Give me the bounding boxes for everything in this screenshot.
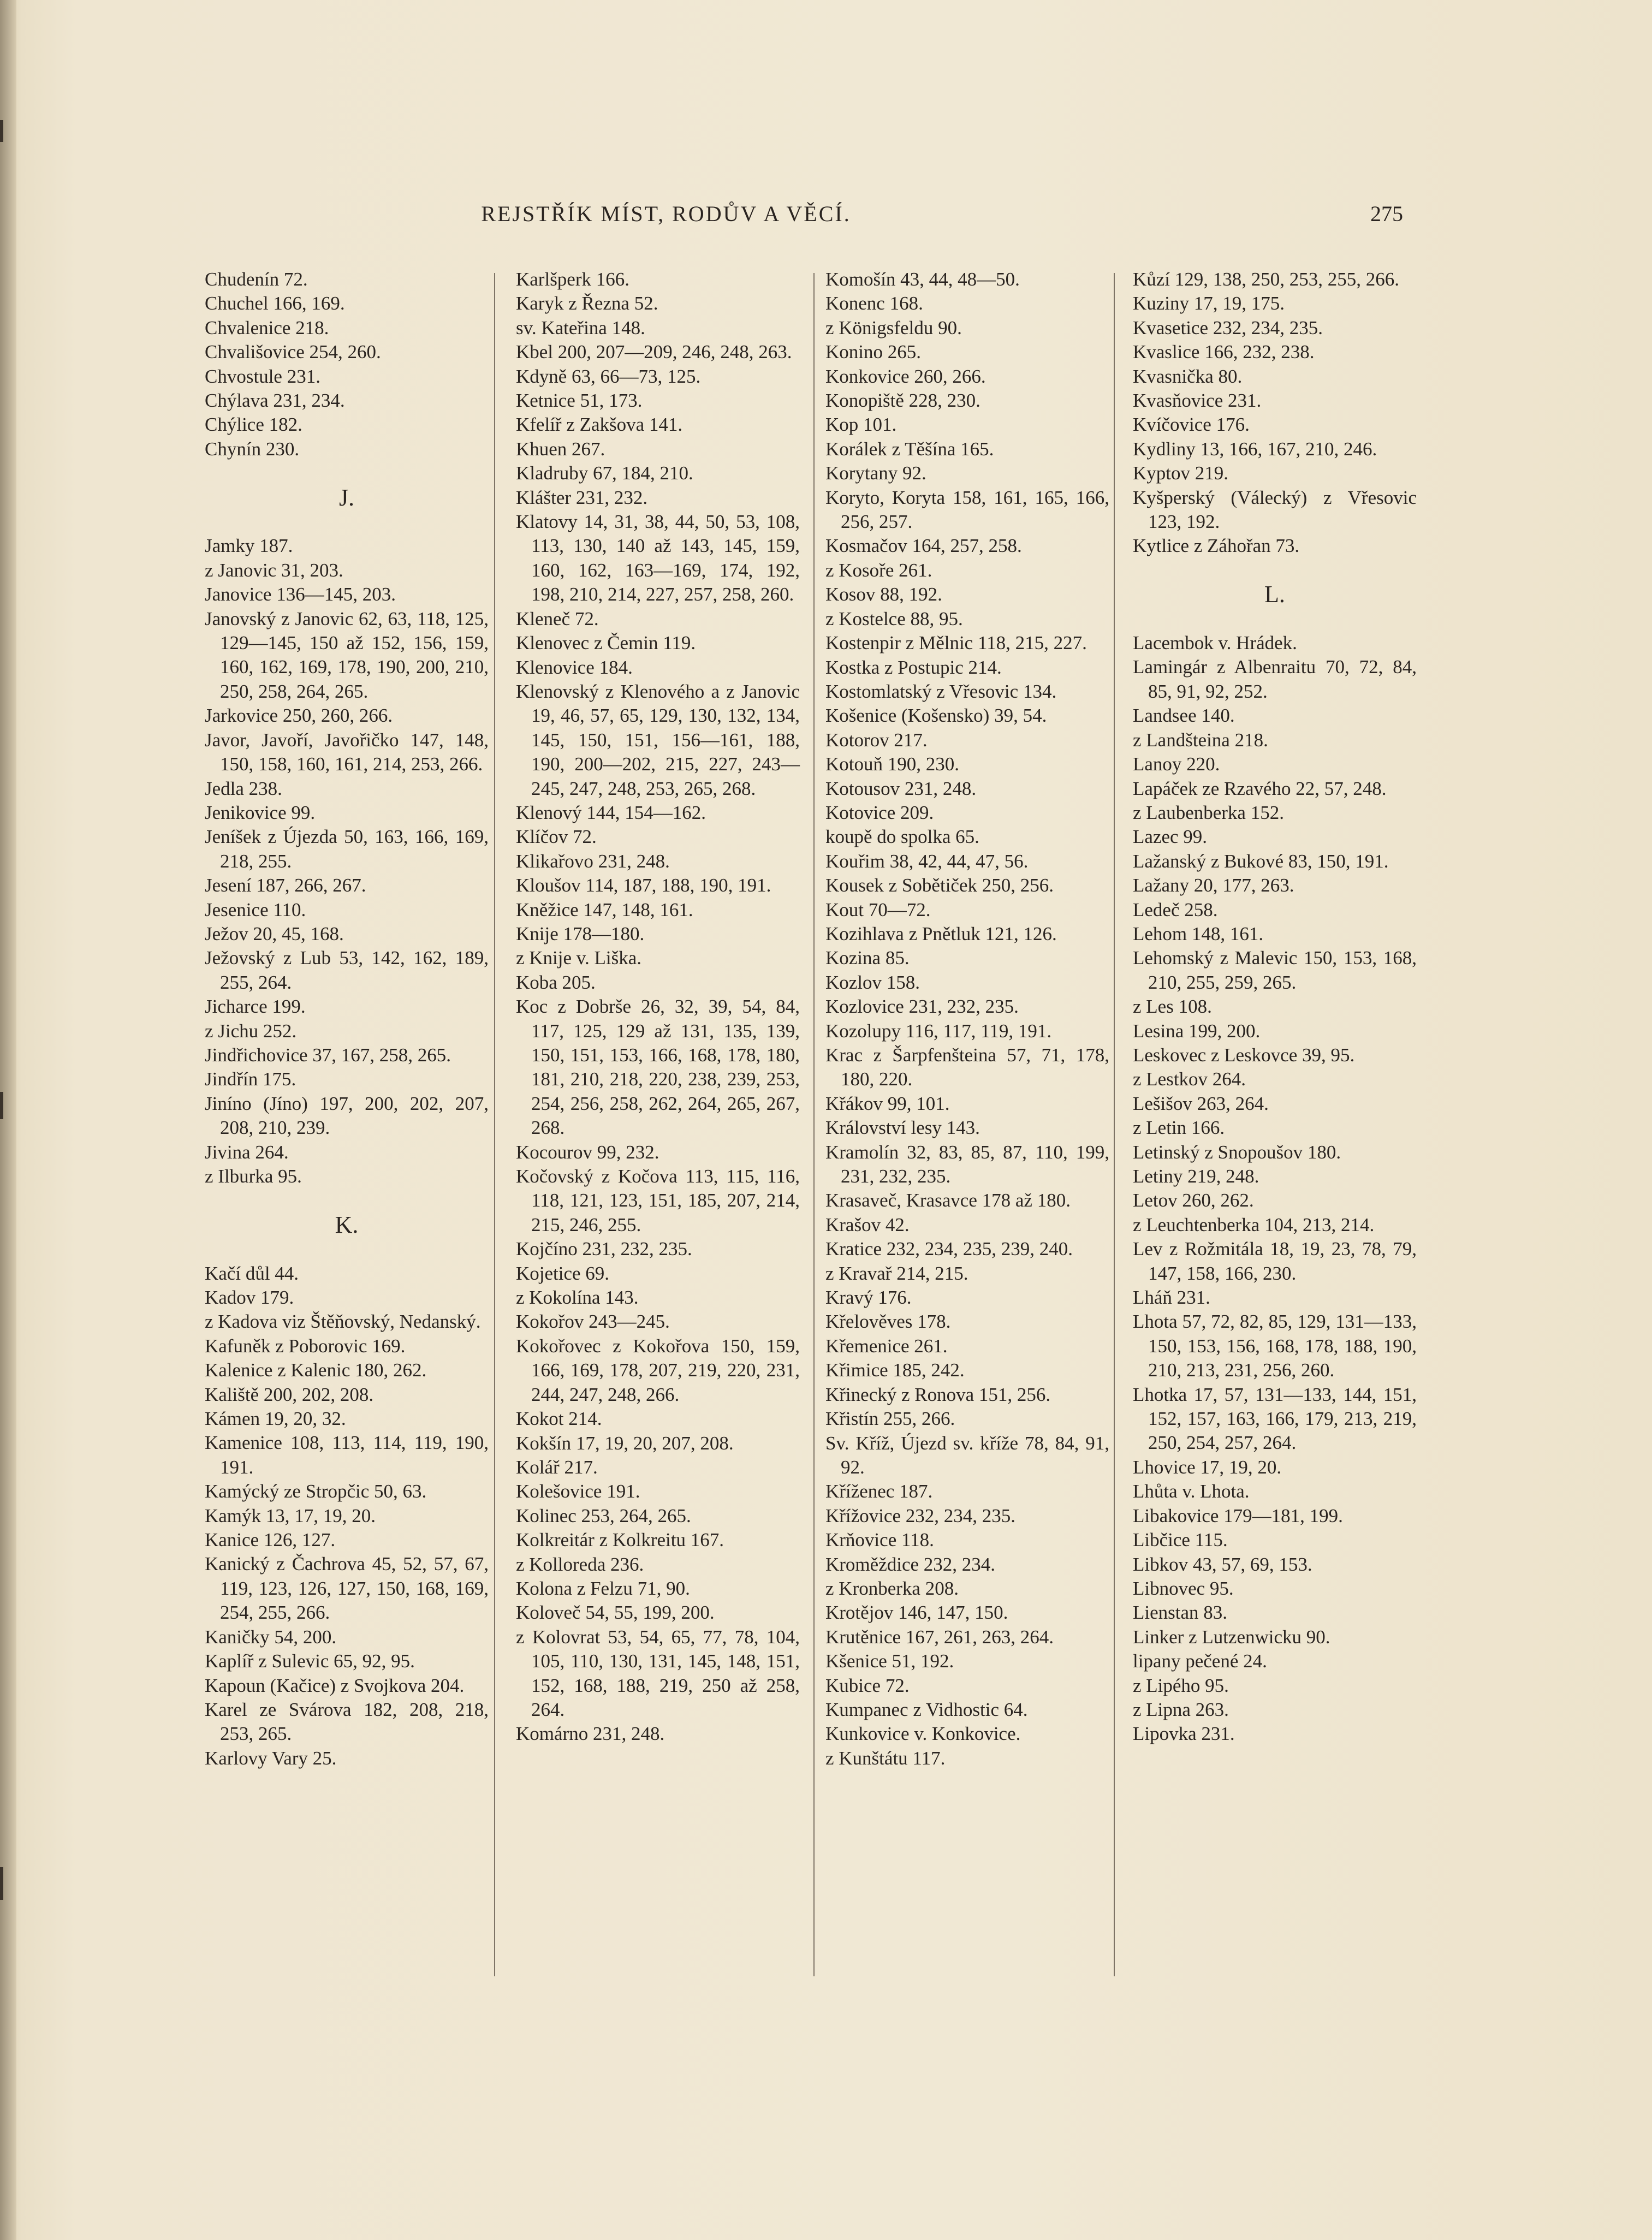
index-entry: Lehom 148, 161. bbox=[1133, 923, 1264, 944]
index-entry: Kapoun (Kačice) z Svojkova 204. bbox=[205, 1674, 465, 1696]
index-entry: Linker z Lutzenwicku 90. bbox=[1133, 1626, 1330, 1648]
index-column-2 bbox=[516, 268, 800, 1746]
index-entry: Karyk z Řezna 52. bbox=[516, 293, 658, 314]
index-entry: Kaliště 200, 202, 208. bbox=[205, 1383, 374, 1405]
index-entry: Kbel 200, 207—209, 246, 248, 263. bbox=[516, 341, 792, 363]
index-entry: Kamenice 108, 113, 114, 119, 190, 191. bbox=[205, 1432, 489, 1478]
index-entry: Klenovský z Klenového a z Janovic 19, 46, 57, 65, 129, 130, 132, 134, 145, 150, 151, 156—161, 188, 190, 200—202, 215, 227, 243—245, 247, 248, 253, 265, 268. bbox=[516, 680, 800, 799]
index-entry: Jarkovice 250, 260, 266. bbox=[205, 705, 393, 727]
index-entry: Lamingár z Albenraitu 70, 72, 84, 85, 91, 92, 252. bbox=[1133, 656, 1417, 702]
index-entry: Křistín 255, 266. bbox=[825, 1408, 955, 1430]
index-entry: Kotousov 231, 248. bbox=[825, 777, 977, 799]
index-column-3 bbox=[825, 268, 1109, 1770]
index-entry: Kvasňovice 231. bbox=[1133, 390, 1262, 412]
index-entry: Kouřim 38, 42, 44, 47, 56. bbox=[825, 850, 1029, 872]
index-entry: Kvíčovice 176. bbox=[1133, 414, 1250, 436]
index-entry: Kubice 72. bbox=[825, 1674, 910, 1696]
index-entry: Kosmačov 164, 257, 258. bbox=[825, 535, 1022, 557]
index-entry: Křížovice 232, 234, 235. bbox=[825, 1505, 1015, 1526]
index-entry: Klíčov 72. bbox=[516, 826, 597, 848]
index-entry: Leskovec z Leskovce 39, 95. bbox=[1133, 1044, 1355, 1066]
index-entry: z Kosoře 261. bbox=[825, 559, 932, 581]
index-entry: Klenovice 184. bbox=[516, 656, 633, 678]
index-column-1 bbox=[205, 268, 489, 1770]
index-entry: Krašov 42. bbox=[825, 1214, 910, 1235]
index-entry: Kfelíř z Zakšova 141. bbox=[516, 414, 683, 436]
index-entry: Chýlice 182. bbox=[205, 414, 302, 436]
index-entry: Kolešovice 191. bbox=[516, 1481, 640, 1502]
index-entry: Kněžice 147, 148, 161. bbox=[516, 899, 693, 920]
index-entry: Kroměždice 232, 234. bbox=[825, 1553, 996, 1575]
index-entry: Kozlovice 231, 232, 235. bbox=[825, 996, 1019, 1018]
index-entry: Kousek z Sobětiček 250, 256. bbox=[825, 875, 1054, 896]
index-entry: Kolkreitár z Kolkreitu 167. bbox=[516, 1529, 724, 1551]
index-entry: Letiny 219, 248. bbox=[1133, 1166, 1259, 1187]
index-entry: Khuen 267. bbox=[516, 438, 605, 460]
index-entry: Klatovy 14, 31, 38, 44, 50, 53, 108, 113, 130, 140 až 143, 145, 159, 160, 162, 163—169, 174, 192, 198, 210, 214, 227, 257, 258, 260. bbox=[516, 511, 800, 605]
index-entry: Lažany 20, 177, 263. bbox=[1133, 875, 1294, 896]
index-entry: Konkovice 260, 266. bbox=[825, 365, 986, 387]
index-entry: Kdyně 63, 66—73, 125. bbox=[516, 365, 701, 387]
index-entry: Jindřichovice 37, 167, 258, 265. bbox=[205, 1044, 451, 1066]
index-entry: z Kokolína 143. bbox=[516, 1287, 639, 1309]
index-entry: Kotovice 209. bbox=[825, 801, 934, 823]
index-entry: Lesina 199, 200. bbox=[1133, 1020, 1261, 1042]
index-entry: Kvasnička 80. bbox=[1133, 365, 1243, 387]
index-entry: Janovský z Janovic 62, 63, 118, 125, 129—145, 150 až 152, 156, 159, 160, 162, 169, 178, 190, 200, 210, 250, 258, 264, 265. bbox=[205, 608, 489, 702]
index-entry: Kačí důl 44. bbox=[205, 1262, 299, 1284]
index-entry: koupě do spolka 65. bbox=[825, 826, 979, 848]
index-entry: Lacembok v. Hrádek. bbox=[1133, 632, 1297, 654]
index-entry: lipany pečené 24. bbox=[1133, 1650, 1267, 1672]
index-entry: Křelověves 178. bbox=[825, 1311, 951, 1333]
index-entry: Lipovka 231. bbox=[1133, 1723, 1235, 1745]
index-entry: Kratice 232, 234, 235, 239, 240. bbox=[825, 1238, 1073, 1260]
index-entry: Kokšín 17, 19, 20, 207, 208. bbox=[516, 1432, 734, 1454]
index-entry: Lienstan 83. bbox=[1133, 1602, 1228, 1624]
index-entry: Jindřín 175. bbox=[205, 1068, 296, 1090]
index-entry: Lev z Rožmitála 18, 19, 23, 78, 79, 147, 158, 166, 230. bbox=[1133, 1238, 1417, 1284]
index-entry: Lháň 231. bbox=[1133, 1287, 1210, 1309]
index-entry: Janovice 136—145, 203. bbox=[205, 584, 396, 605]
margin-mark bbox=[0, 120, 3, 142]
index-entry: Kladruby 67, 184, 210. bbox=[516, 462, 693, 484]
index-entry: Kalenice z Kalenic 180, 262. bbox=[205, 1359, 427, 1381]
index-entry: Koba 205. bbox=[516, 971, 596, 993]
index-entry: Kleneč 72. bbox=[516, 608, 599, 629]
index-entry: Klášter 231, 232. bbox=[516, 486, 648, 508]
index-entry: z Lestkov 264. bbox=[1133, 1068, 1246, 1090]
index-entry: z Letin 166. bbox=[1133, 1117, 1225, 1139]
index-entry: Křemenice 261. bbox=[825, 1335, 948, 1357]
column-divider bbox=[494, 273, 495, 1976]
index-entry: z Lipého 95. bbox=[1133, 1674, 1229, 1696]
index-entry: Ježov 20, 45, 168. bbox=[205, 923, 344, 944]
index-entry: z Kostelce 88, 95. bbox=[825, 608, 963, 629]
index-entry: Kytlice z Záhořan 73. bbox=[1133, 535, 1300, 557]
index-entry: Knije 178—180. bbox=[516, 923, 645, 944]
index-entry: z Laubenberka 152. bbox=[1133, 801, 1284, 823]
index-entry: Kostenpir z Mělnic 118, 215, 227. bbox=[825, 632, 1087, 654]
page-title: REJSTŘÍK MÍST, RODŮV A VĚCÍ. bbox=[481, 201, 851, 226]
index-entry: z Kadova viz Štěňovský, Nedanský. bbox=[205, 1311, 481, 1333]
index-entry: Kvaslice 166, 232, 238. bbox=[1133, 341, 1315, 363]
index-entry: Kanice 126, 127. bbox=[205, 1529, 336, 1551]
index-entry: Kůzí 129, 138, 250, 253, 255, 266. bbox=[1133, 269, 1400, 290]
index-entry: Jesení 187, 266, 267. bbox=[205, 875, 366, 896]
margin-mark bbox=[0, 1092, 3, 1119]
index-entry: Kokot 214. bbox=[516, 1408, 602, 1430]
index-entry: Landsee 140. bbox=[1133, 705, 1235, 727]
index-entry: Letov 260, 262. bbox=[1133, 1190, 1254, 1211]
index-entry: Kout 70—72. bbox=[825, 899, 931, 920]
index-entry: z Jichu 252. bbox=[205, 1020, 297, 1042]
index-entry: Krac z Šarpfenšteina 57, 71, 178, 180, 220. bbox=[825, 1044, 1109, 1090]
index-entry: Lhovice 17, 19, 20. bbox=[1133, 1456, 1282, 1478]
index-entry: Kravý 176. bbox=[825, 1287, 912, 1309]
index-entry: Křákov 99, 101. bbox=[825, 1092, 950, 1114]
index-entry: Kokořovec z Kokořova 150, 159, 166, 169, 178, 207, 219, 220, 231, 244, 247, 248, 266. bbox=[516, 1335, 800, 1405]
index-entry: Kotouň 190, 230. bbox=[825, 753, 959, 775]
index-column-4 bbox=[1133, 268, 1417, 1746]
index-entry: Lazec 99. bbox=[1133, 826, 1208, 848]
index-entry: Lapáček ze Rzavého 22, 57, 248. bbox=[1133, 777, 1387, 799]
column-divider bbox=[813, 273, 815, 1976]
index-entry: Karel ze Svárova 182, 208, 218, 253, 265. bbox=[205, 1698, 489, 1745]
section-letter-heading: K. bbox=[335, 1211, 359, 1238]
index-entry: Kamýk 13, 17, 19, 20. bbox=[205, 1505, 376, 1526]
index-entry: Kramolín 32, 83, 85, 87, 110, 199, 231, 232, 235. bbox=[825, 1141, 1109, 1187]
index-entry: Kloušov 114, 187, 188, 190, 191. bbox=[516, 875, 771, 896]
index-entry: Kočovský z Kočova 113, 115, 116, 118, 121, 123, 151, 185, 207, 214, 215, 246, 255. bbox=[516, 1166, 800, 1235]
index-entry: Kolář 217. bbox=[516, 1456, 598, 1478]
index-entry: Kojčíno 231, 232, 235. bbox=[516, 1238, 692, 1260]
index-entry: Klenovec z Čemin 119. bbox=[516, 632, 696, 654]
column-divider bbox=[1114, 273, 1115, 1976]
index-entry: Karlovy Vary 25. bbox=[205, 1747, 337, 1769]
index-entry: Ježovský z Lub 53, 142, 162, 189, 255, 264. bbox=[205, 947, 489, 993]
index-entry: Kosov 88, 192. bbox=[825, 584, 942, 605]
page-gutter-shadow bbox=[0, 0, 16, 2240]
index-entry: z Janovic 31, 203. bbox=[205, 559, 343, 581]
index-entry: Lhota 57, 72, 82, 85, 129, 131—133, 150, 153, 156, 168, 178, 188, 190, 210, 213, 231, 256, 260. bbox=[1133, 1311, 1417, 1381]
index-entry: Javor, Javoří, Javořičko 147, 148, 150, 158, 160, 161, 214, 253, 266. bbox=[205, 729, 489, 775]
index-entry: Křinecký z Ronova 151, 256. bbox=[825, 1383, 1051, 1405]
index-entry: Kotorov 217. bbox=[825, 729, 928, 751]
index-entry: Libnovec 95. bbox=[1133, 1577, 1234, 1599]
index-entry: Lhotka 17, 57, 131—133, 144, 151, 152, 157, 163, 166, 179, 213, 219, 250, 254, 257, 264. bbox=[1133, 1383, 1417, 1454]
index-entry: Lhůta v. Lhota. bbox=[1133, 1481, 1250, 1502]
index-entry: z Königsfeldu 90. bbox=[825, 317, 962, 338]
index-entry: Chvališovice 254, 260. bbox=[205, 341, 381, 363]
index-entry: Libčice 115. bbox=[1133, 1529, 1228, 1551]
index-entry: Kop 101. bbox=[825, 414, 897, 436]
index-entry: Korálek z Těšína 165. bbox=[825, 438, 994, 460]
index-entry: Jivina 264. bbox=[205, 1141, 289, 1163]
index-entry: Jamky 187. bbox=[205, 535, 293, 557]
index-entry: Kostomlatský z Vřesovic 134. bbox=[825, 680, 1057, 702]
index-entry: Kyšperský (Válecký) z Vřesovic 123, 192. bbox=[1133, 486, 1417, 533]
index-entry: Kozlov 158. bbox=[825, 971, 920, 993]
index-entry: Kyptov 219. bbox=[1133, 462, 1228, 484]
index-entry: z Kronberka 208. bbox=[825, 1577, 959, 1599]
index-entry: Kanický z Čachrova 45, 52, 57, 67, 119, 123, 126, 127, 150, 168, 169, 254, 255, 266. bbox=[205, 1553, 489, 1624]
index-entry: Kolinec 253, 264, 265. bbox=[516, 1505, 691, 1526]
index-entry: Jiníno (Jíno) 197, 200, 202, 207, 208, 210, 239. bbox=[205, 1092, 489, 1139]
index-entry: Jesenice 110. bbox=[205, 899, 306, 920]
index-entry: Kozina 85. bbox=[825, 947, 910, 969]
index-entry: Kaničky 54, 200. bbox=[205, 1626, 337, 1648]
index-entry: Kšenice 51, 192. bbox=[825, 1650, 954, 1672]
index-entry: Chudenín 72. bbox=[205, 269, 308, 290]
index-entry: Lešišov 263, 264. bbox=[1133, 1092, 1269, 1114]
index-entry: Karlšperk 166. bbox=[516, 269, 630, 290]
index-entry: Kojetice 69. bbox=[516, 1262, 610, 1284]
index-entry: Království lesy 143. bbox=[825, 1117, 980, 1139]
index-entry: Kříženec 187. bbox=[825, 1481, 933, 1502]
index-entry: Komošín 43, 44, 48—50. bbox=[825, 269, 1020, 290]
index-entry: Chuchel 166, 169. bbox=[205, 293, 345, 314]
index-entry: Klikařovo 231, 248. bbox=[516, 850, 670, 872]
index-entry: Kydliny 13, 166, 167, 210, 246. bbox=[1133, 438, 1377, 460]
index-entry: z Lipna 263. bbox=[1133, 1698, 1229, 1720]
index-entry: Konino 265. bbox=[825, 341, 921, 363]
index-entry: z Kolloreda 236. bbox=[516, 1553, 644, 1575]
index-entry: Koc z Dobrše 26, 32, 39, 54, 84, 117, 125, 129 až 131, 135, 139, 150, 151, 153, 166, 168, 178, 180, 181, 210, 218, 220, 238, 239, 253, 254, 256, 258, 262, 264, 265, 267, 268. bbox=[516, 996, 800, 1139]
index-entry: z Leuchtenberka 104, 213, 214. bbox=[1133, 1214, 1375, 1235]
index-entry: Krutěnice 167, 261, 263, 264. bbox=[825, 1626, 1054, 1648]
index-entry: z Les 108. bbox=[1133, 996, 1212, 1018]
index-entry: Kuziny 17, 19, 175. bbox=[1133, 293, 1285, 314]
index-entry: Koryto, Koryta 158, 161, 165, 166, 256, 257. bbox=[825, 486, 1109, 533]
index-entry: Letinský z Snopoušov 180. bbox=[1133, 1141, 1341, 1163]
index-entry: Ketnice 51, 173. bbox=[516, 390, 643, 412]
index-entry: Chýlava 231, 234. bbox=[205, 390, 345, 412]
margin-mark bbox=[0, 1867, 3, 1900]
index-entry: Ledeč 258. bbox=[1133, 899, 1218, 920]
index-entry: Jicharce 199. bbox=[205, 996, 306, 1018]
index-entry: Libakovice 179—181, 199. bbox=[1133, 1505, 1343, 1526]
index-entry: Jedla 238. bbox=[205, 777, 282, 799]
index-entry: Krotějov 146, 147, 150. bbox=[825, 1602, 1008, 1624]
section-letter-heading: L. bbox=[1264, 581, 1285, 608]
index-entry: Kolona z Felzu 71, 90. bbox=[516, 1577, 690, 1599]
index-entry: Kunkovice v. Konkovice. bbox=[825, 1723, 1021, 1745]
index-entry: z Landšteina 218. bbox=[1133, 729, 1268, 751]
index-entry: Kafuněk z Poborovic 169. bbox=[205, 1335, 406, 1357]
index-entry: Libkov 43, 57, 69, 153. bbox=[1133, 1553, 1312, 1575]
page-number: 275 bbox=[1370, 201, 1403, 226]
index-entry: z Kolovrat 53, 54, 65, 77, 78, 104, 105, 110, 130, 131, 145, 148, 151, 152, 168, 188, 219, 250 až 258, 264. bbox=[516, 1626, 800, 1720]
index-entry: z Kunštátu 117. bbox=[825, 1747, 946, 1769]
index-entry: Kamýcký ze Stropčic 50, 63. bbox=[205, 1481, 427, 1502]
index-entry: Klenový 144, 154—162. bbox=[516, 801, 706, 823]
index-entry: Kokořov 243—245. bbox=[516, 1311, 670, 1333]
index-entry: Chvostule 231. bbox=[205, 365, 320, 387]
index-entry: Košenice (Košensko) 39, 54. bbox=[825, 705, 1047, 727]
index-entry: Kumpanec z Vidhostic 64. bbox=[825, 1698, 1028, 1720]
index-entry: Komárno 231, 248. bbox=[516, 1723, 665, 1745]
index-entry: Kvasetice 232, 234, 235. bbox=[1133, 317, 1323, 338]
index-entry: Sv. Kříž, Újezd sv. kříže 78, 84, 91, 92. bbox=[825, 1432, 1109, 1478]
section-letter-heading: J. bbox=[338, 484, 355, 511]
index-entry: Krasaveč, Krasavce 178 až 180. bbox=[825, 1190, 1071, 1211]
index-entry: Krňovice 118. bbox=[825, 1529, 934, 1551]
index-entry: Korytany 92. bbox=[825, 462, 926, 484]
index-entry: z Knije v. Liška. bbox=[516, 947, 642, 969]
index-entry: Chvalenice 218. bbox=[205, 317, 329, 338]
index-entry: z Ilburka 95. bbox=[205, 1166, 302, 1187]
index-entry: Konopiště 228, 230. bbox=[825, 390, 980, 412]
index-entry: Kozihlava z Pnětluk 121, 126. bbox=[825, 923, 1057, 944]
index-entry: Jeníšek z Újezda 50, 163, 166, 169, 218, 255. bbox=[205, 826, 489, 872]
index-entry: Lažanský z Bukové 83, 150, 191. bbox=[1133, 850, 1389, 872]
index-entry: Jenikovice 99. bbox=[205, 801, 316, 823]
index-entry: Kadov 179. bbox=[205, 1287, 294, 1308]
index-entry: sv. Kateřina 148. bbox=[516, 317, 645, 338]
index-entry: Kostka z Postupic 214. bbox=[825, 656, 1002, 678]
index-entry: z Kravař 214, 215. bbox=[825, 1262, 968, 1284]
index-entry: Křimice 185, 242. bbox=[825, 1359, 965, 1381]
index-entry: Koloveč 54, 55, 199, 200. bbox=[516, 1602, 715, 1624]
index-entry: Kocourov 99, 232. bbox=[516, 1141, 659, 1163]
index-entry: Konenc 168. bbox=[825, 293, 923, 314]
index-entry: Lanoy 220. bbox=[1133, 753, 1220, 775]
index-entry: Lehomský z Malevic 150, 153, 168, 210, 255, 259, 265. bbox=[1133, 947, 1417, 993]
index-entry: Kámen 19, 20, 32. bbox=[205, 1408, 346, 1430]
index-entry: Kaplíř z Sulevic 65, 92, 95. bbox=[205, 1650, 415, 1672]
index-entry: Chynín 230. bbox=[205, 438, 300, 460]
index-entry: Kozolupy 116, 117, 119, 191. bbox=[825, 1020, 1052, 1042]
